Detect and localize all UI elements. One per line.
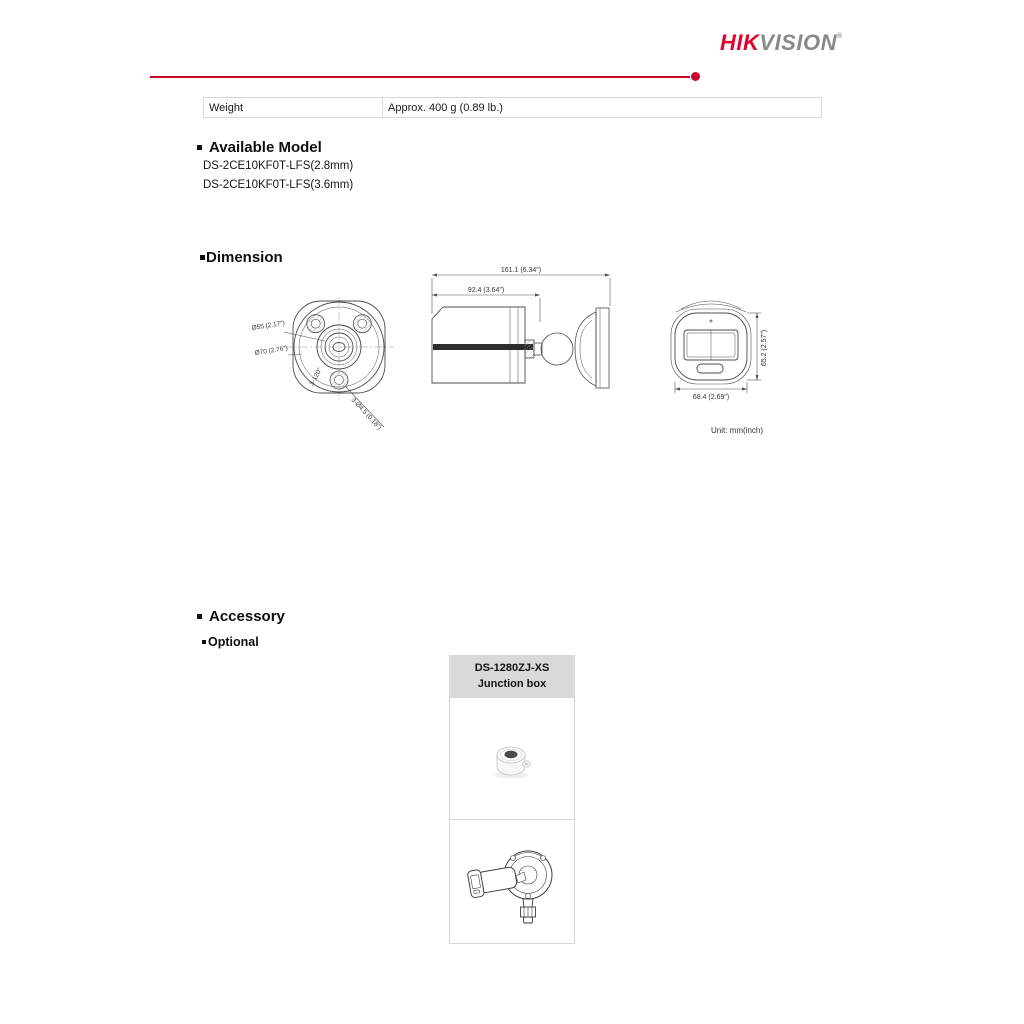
- brand-mark-dot: [710, 320, 713, 323]
- rear-dim-hole-angle: 3-120°: [308, 366, 324, 387]
- rear-dim-inner-diameter: Ø55 (2.17"): [251, 319, 286, 332]
- logo-hik-text: HIK: [720, 30, 760, 55]
- conduit-neck: [523, 899, 533, 907]
- dimension-heading: Dimension: [200, 249, 283, 266]
- side-dim-body-length: 92.4 (3.64"): [467, 287, 505, 294]
- junction-box-image: [480, 733, 544, 785]
- conduit-tip: [524, 917, 533, 923]
- table-row: [204, 98, 822, 118]
- logo-vision-text: VISION: [759, 30, 837, 55]
- rear-dim-hole-size: 3-Ø4.5 (0.18"): [349, 396, 383, 432]
- spec-value: Approx. 400 g (0.89 lb.): [383, 98, 822, 118]
- mount-dome: [575, 312, 596, 386]
- model-list: [203, 157, 353, 195]
- model-item: DS-2CE10KF0T-LFS(3.6mm): [203, 179, 354, 191]
- front-dim-height: 65.2 (2.57"): [761, 329, 768, 367]
- dimension-rear-view-drawing: [250, 296, 402, 446]
- spec-label: Weight: [204, 98, 383, 118]
- optional-subheading: Optional: [202, 635, 259, 649]
- accessory-photo-cell: [449, 697, 575, 820]
- header-divider-dot: [691, 72, 700, 81]
- accessory-name: Junction box: [477, 677, 547, 690]
- logo-registered-mark: ®: [836, 33, 843, 40]
- rear-dim-outer-diameter: Ø70 (2.76"): [254, 344, 289, 357]
- accessory-card: [449, 655, 575, 944]
- camera-on-junction-box-drawing: [462, 830, 562, 934]
- wall-plate: [596, 308, 609, 388]
- spec-table: [203, 97, 822, 118]
- hikvision-logo: [720, 30, 843, 56]
- side-dim-total-length: 161.1 (6.34"): [500, 267, 542, 274]
- junction-box-opening: [505, 750, 518, 758]
- header-divider-line: [150, 76, 690, 78]
- front-dim-width: 68.4 (2.69"): [692, 394, 730, 401]
- accessory-drawing-cell: [449, 819, 575, 944]
- accessory-heading: Accessory: [197, 608, 285, 625]
- ball-joint: [541, 333, 573, 365]
- model-item: DS-2CE10KF0T-LFS(2.8mm): [203, 160, 354, 172]
- dimension-front-view-drawing: [648, 292, 773, 407]
- accessory-card-header: [449, 655, 575, 697]
- camera-dark-band: [433, 344, 533, 350]
- available-model-heading: Available Model: [197, 139, 322, 156]
- dimension-side-view-drawing: [422, 262, 617, 397]
- front-button: [697, 364, 723, 373]
- unit-note: Unit: mm(inch): [711, 426, 764, 435]
- accessory-model: DS-1280ZJ-XS: [474, 661, 550, 674]
- hinge-connector: [525, 340, 534, 358]
